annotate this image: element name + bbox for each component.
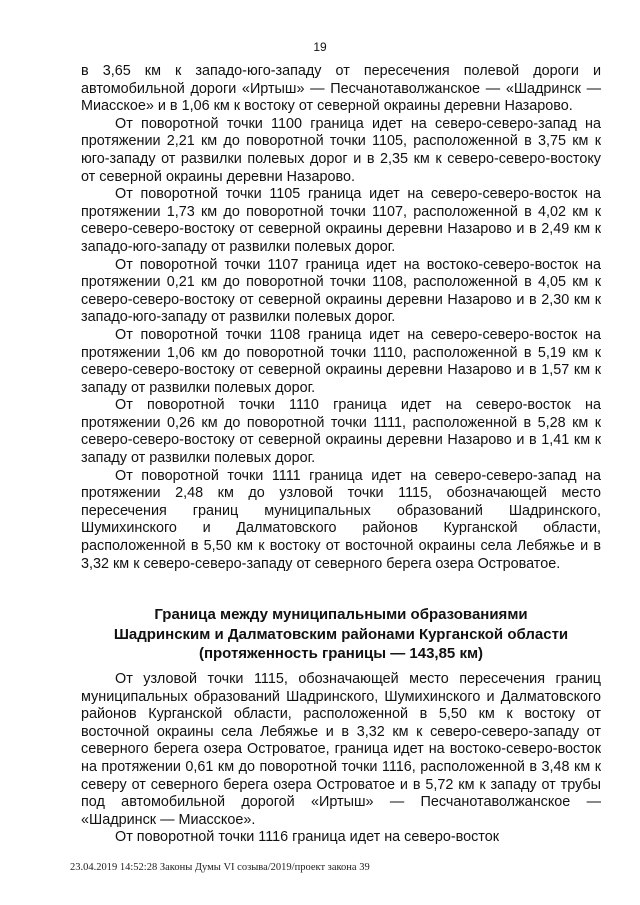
body-text-bottom	[81, 671, 601, 847]
paragraph: От поворотной точки 1108 граница идет на северо-северо-восток на протяжении 1,06 км до поворотной точки 1110, расположенной в 5,19 км к северо-северо-востоку от северной окраины деревни Назарово и в 1,57 км к западу от развилки полевых дорог.	[81, 326, 601, 396]
paragraph: От поворотной точки 1110 граница идет на северо-восток на протяжении 0,26 км до поворотной точки 1111, расположенной в 5,28 км к северо-северо-востоку от северной окраины деревни Назарово и в 1,41 км к западу от развилки полевых дорог.	[81, 397, 601, 467]
heading-line: (протяженность границы — 143,85 км)	[198, 645, 484, 662]
body-text-top	[81, 63, 601, 573]
heading-line: Граница между муниципальными образованиями	[154, 606, 528, 623]
heading-line: Шадринским и Далматовским районами Курганской области	[113, 625, 569, 643]
section-heading	[81, 605, 601, 664]
paragraph: От поворотной точки 1100 граница идет на северо-северо-запад на протяжении 2,21 км до поворотной точки 1105, расположенной в 3,75 км к юго-западу от развилки полевых дорог и в 2,35 км к северо-северо-востоку от северной окраины деревни Назарово.	[81, 115, 601, 185]
paragraph: в 3,65 км к западо-юго-западу от пересечения полевой дороги и автомобильной дороги «Иртыш» — Песчанотаволжанское — «Шадринск — Миасское» и в 1,06 км к востоку от северной окраины деревни Назарово.	[81, 63, 601, 115]
page-number: 19	[313, 40, 327, 54]
footer-stamp: 23.04.2019 14:52:28 Законы Думы VI созыва/2019/проект закона 39	[70, 862, 370, 873]
paragraph: От узловой точки 1115, обозначающей место пересечения границ муниципальных образований Шадринского, Шумихинского и Далматовского районов Курганской области, расположенной в 5,50 км к востоку от восточной окраины села Лебяжье и в 3,32 км к северо-северо-западу от северного берега озера Островатое, граница идет на востоко-северо-восток на протяжении 0,61 км до поворотной точки 1116, расположенной в 3,48 км к северу от северного берега озера Островатое и в 5,72 км к западу от трубы под автомобильной дорогой «Иртыш» — Песчанотаволжанское — «Шадринск — Миасское».	[81, 671, 601, 828]
paragraph: От поворотной точки 1116 граница идет на северо-восток	[115, 829, 500, 846]
paragraph: От поворотной точки 1111 граница идет на северо-северо-запад на протяжении 2,48 км до узловой точки 1115, обозначающей место пересечения границ муниципальных образований Шадринского, Шумихинского и Далматовского районов Курганской области, расположенной в 5,50 км к востоку от восточной окраины села Лебяжье и в 3,32 км к северо-северо-западу от северного берега озера Островатое.	[81, 467, 601, 572]
paragraph: От поворотной точки 1107 граница идет на востоко-северо-восток на протяжении 0,21 км до поворотной точки 1108, расположенной в 4,05 км к северо-северо-востоку от северной окраины деревни Назарово и в 2,30 км к западо-юго-западу от развилки полевых дорог.	[81, 256, 601, 326]
paragraph: От поворотной точки 1105 граница идет на северо-северо-восток на протяжении 1,73 км до поворотной точки 1107, расположенной в 4,02 км к северо-северо-востоку от северной окраины деревни Назарово и в 2,49 км к западо-юго-западу от развилки полевых дорог.	[81, 186, 601, 255]
